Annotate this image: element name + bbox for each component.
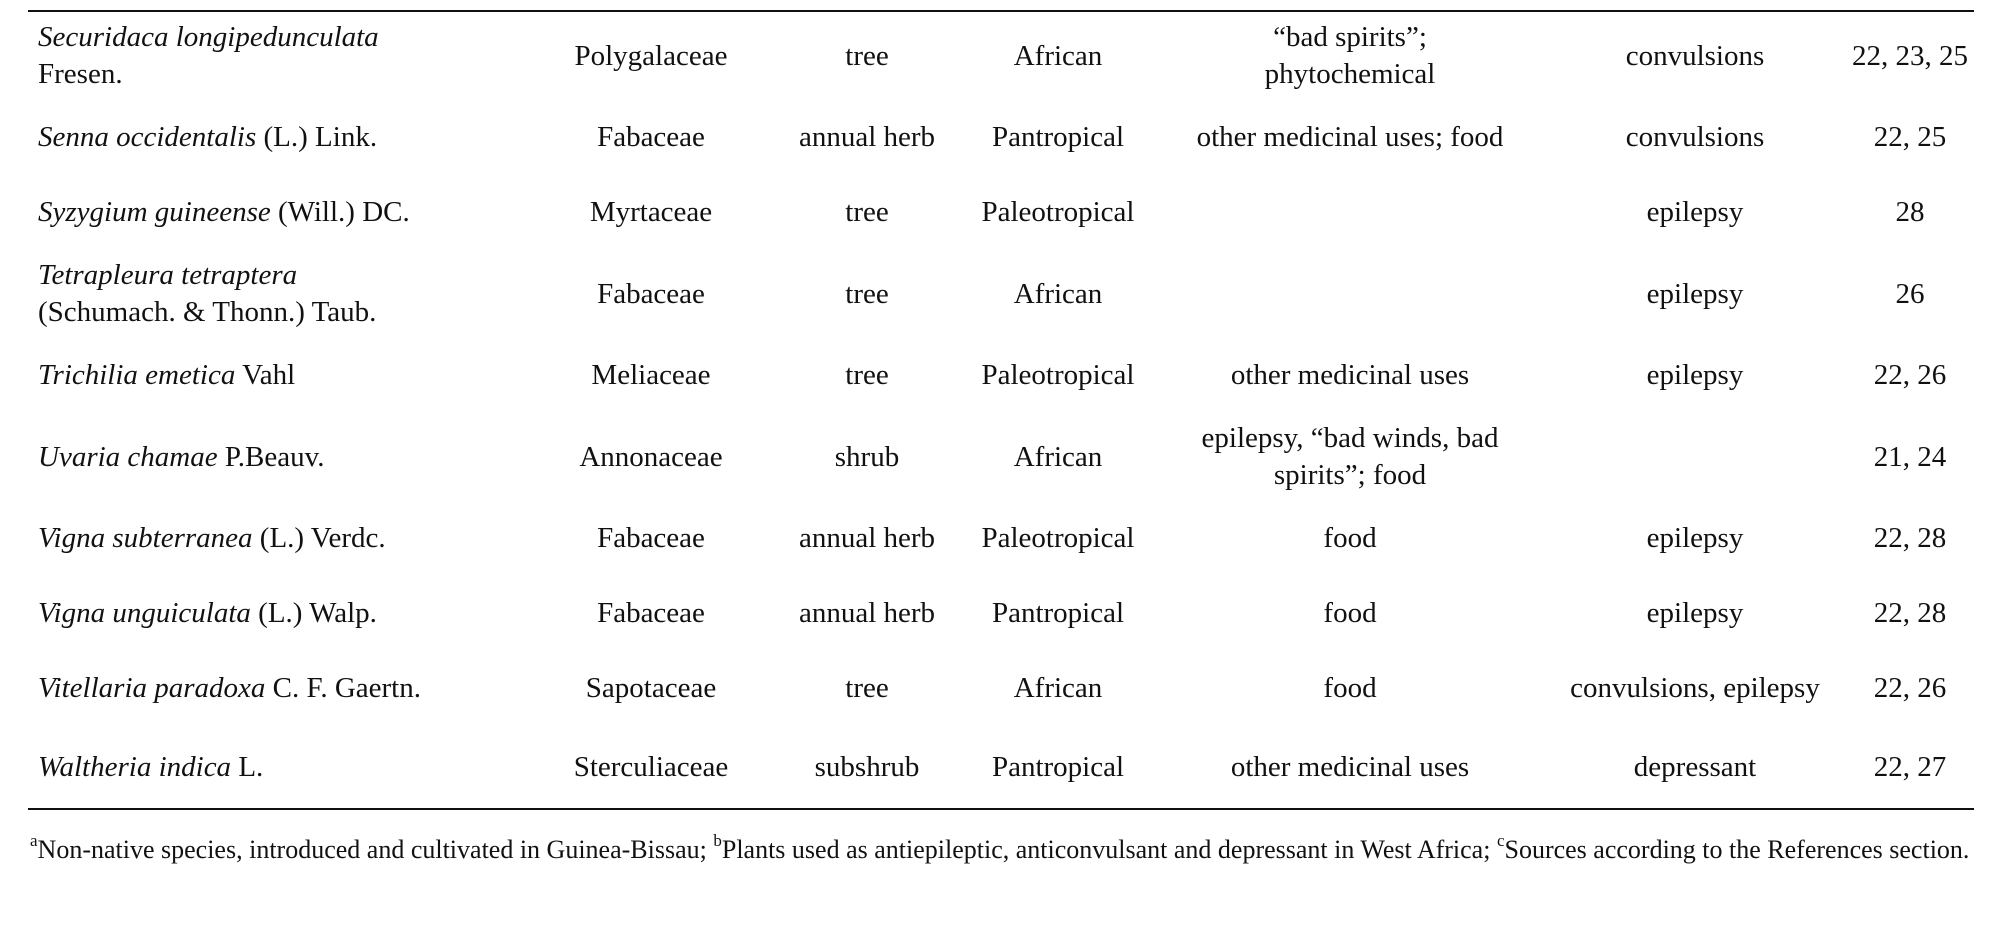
species-name: Trichilia emetica: [38, 359, 236, 391]
species-cell: [28, 338, 528, 413]
species-authority: L.: [238, 750, 264, 783]
habit-cell: annual herb: [798, 522, 936, 554]
table-row: [28, 338, 1974, 413]
species-cell: [28, 250, 528, 338]
footnote-b-mark: b: [713, 831, 722, 851]
footnote-b-text: Plants used as antiepileptic, anticonvulsant and depressant in West Africa;: [721, 835, 1497, 864]
species-authority: (L.) Verdc.: [259, 522, 386, 554]
habit-cell: tree: [845, 672, 889, 704]
local-uses-cell: food: [1323, 672, 1377, 704]
table-row: [28, 726, 1974, 808]
family-cell: Meliaceae: [591, 359, 711, 391]
table-row: [28, 250, 1974, 338]
species-authority: P.Beauv.: [224, 440, 325, 473]
sources-cell: 22, 26: [1873, 359, 1947, 391]
table-row: [28, 501, 1974, 576]
west-africa-uses-cell: epilepsy: [1646, 196, 1744, 228]
species-cell: [28, 726, 528, 808]
table-container: [28, 10, 1974, 867]
family-cell: Fabaceae: [597, 121, 705, 153]
west-africa-uses-cell: epilepsy: [1646, 597, 1744, 629]
species-authority: Fresen.: [38, 58, 123, 90]
species-cell: [28, 651, 528, 726]
west-africa-uses-cell: epilepsy: [1646, 522, 1744, 554]
distribution-cell: Paleotropical: [981, 359, 1135, 391]
habit-cell: tree: [845, 39, 889, 72]
distribution-cell: Paleotropical: [981, 196, 1135, 228]
habit-cell: tree: [845, 359, 889, 391]
family-cell: Fabaceae: [597, 597, 705, 629]
west-africa-uses-cell: convulsions, epilepsy: [1570, 672, 1820, 704]
habit-cell: annual herb: [798, 597, 936, 629]
table-row: [28, 651, 1974, 726]
sources-cell: 26: [1895, 277, 1925, 310]
local-uses-cell: food: [1323, 597, 1377, 629]
sources-cell: 22, 23, 25: [1852, 39, 1968, 72]
habit-cell: subshrub: [814, 750, 920, 783]
distribution-cell: African: [1013, 277, 1103, 310]
local-uses-cell: [1156, 250, 1544, 338]
table-row: [28, 576, 1974, 651]
species-cell: [28, 501, 528, 576]
table-footnote: [28, 832, 1974, 867]
species-authority: (Schumach. & Thonn.) Taub.: [38, 296, 377, 328]
species-authority: (Will.) DC.: [278, 196, 410, 228]
footnote-a-mark: a: [30, 831, 38, 851]
species-name: Securidaca longipedunculata: [38, 21, 379, 53]
local-uses-cell: other medicinal uses: [1230, 359, 1470, 391]
sources-cell: 21, 24: [1873, 440, 1947, 473]
distribution-cell: Pantropical: [991, 750, 1125, 783]
local-uses-cell: food: [1323, 522, 1377, 554]
species-name: Waltheria indica: [38, 750, 232, 783]
habit-cell: tree: [845, 277, 889, 310]
species-table: [28, 12, 1974, 808]
west-africa-uses-cell: depressant: [1633, 750, 1757, 783]
family-cell: Fabaceae: [597, 277, 705, 310]
family-cell: Fabaceae: [597, 522, 705, 554]
footnote-a-text: Non-native species, introduced and cultivated in Guinea-Bissau;: [37, 835, 714, 864]
sources-cell: 22, 26: [1873, 672, 1947, 704]
distribution-cell: African: [1013, 39, 1103, 72]
local-uses-cell: other medicinal uses: [1230, 750, 1470, 783]
west-africa-uses-cell: epilepsy: [1646, 359, 1744, 391]
species-name: Uvaria chamae: [38, 440, 218, 473]
distribution-cell: African: [1013, 440, 1103, 473]
family-cell: Myrtaceae: [589, 196, 713, 228]
species-cell: [28, 12, 528, 100]
species-name: Senna occidentalis: [38, 121, 257, 153]
species-authority: Vahl: [242, 359, 296, 391]
species-name: Vitellaria paradoxa: [38, 672, 266, 704]
habit-cell: shrub: [834, 440, 900, 473]
species-cell: [28, 100, 528, 175]
table-row: [28, 12, 1974, 100]
species-name: Vigna subterranea: [38, 522, 253, 554]
sources-cell: 22, 27: [1873, 750, 1947, 783]
local-uses-cell: [1156, 175, 1544, 250]
distribution-cell: African: [1013, 672, 1103, 704]
west-africa-uses-cell: convulsions: [1625, 39, 1765, 72]
distribution-cell: Paleotropical: [981, 522, 1135, 554]
sources-cell: 22, 28: [1873, 597, 1947, 629]
footnote-c-text: Sources according to the References section.: [1504, 835, 1970, 864]
habit-cell: annual herb: [798, 121, 936, 153]
local-uses-cell: other medicinal uses; food: [1196, 121, 1504, 153]
footnote-c-mark: c: [1496, 831, 1505, 851]
family-cell: Sterculiaceae: [573, 750, 729, 783]
table-row: [28, 100, 1974, 175]
distribution-cell: Pantropical: [991, 597, 1125, 629]
species-authority: (L.) Walp.: [258, 597, 377, 629]
species-name: Tetrapleura tetraptera: [38, 259, 298, 291]
local-uses-cell: epilepsy, “bad winds, bad spirits”; food: [1201, 422, 1499, 491]
species-name: Vigna unguiculata: [38, 597, 251, 629]
table-row: [28, 175, 1974, 250]
family-cell: Polygalaceae: [574, 39, 728, 72]
west-africa-uses-cell: convulsions: [1625, 121, 1765, 153]
distribution-cell: Pantropical: [991, 121, 1125, 153]
family-cell: Sapotaceae: [585, 672, 717, 704]
species-name: Syzygium guineense: [38, 196, 271, 228]
habit-cell: tree: [845, 196, 889, 228]
west-africa-uses-cell: [1544, 413, 1846, 501]
sources-cell: 22, 28: [1873, 522, 1947, 554]
family-cell: Annonaceae: [579, 440, 723, 473]
table-row: [28, 413, 1974, 501]
sources-cell: 28: [1895, 196, 1925, 228]
sources-cell: 22, 25: [1873, 121, 1947, 153]
species-authority: (L.) Link.: [263, 121, 378, 153]
west-africa-uses-cell: epilepsy: [1646, 277, 1744, 310]
local-uses-cell: “bad spirits”; phytochemical: [1264, 21, 1436, 90]
table-body: [28, 12, 1974, 808]
species-cell: [28, 413, 528, 501]
species-cell: [28, 576, 528, 651]
species-authority: C. F. Gaertn.: [272, 672, 421, 704]
bottom-rule: [28, 808, 1974, 810]
species-cell: [28, 175, 528, 250]
